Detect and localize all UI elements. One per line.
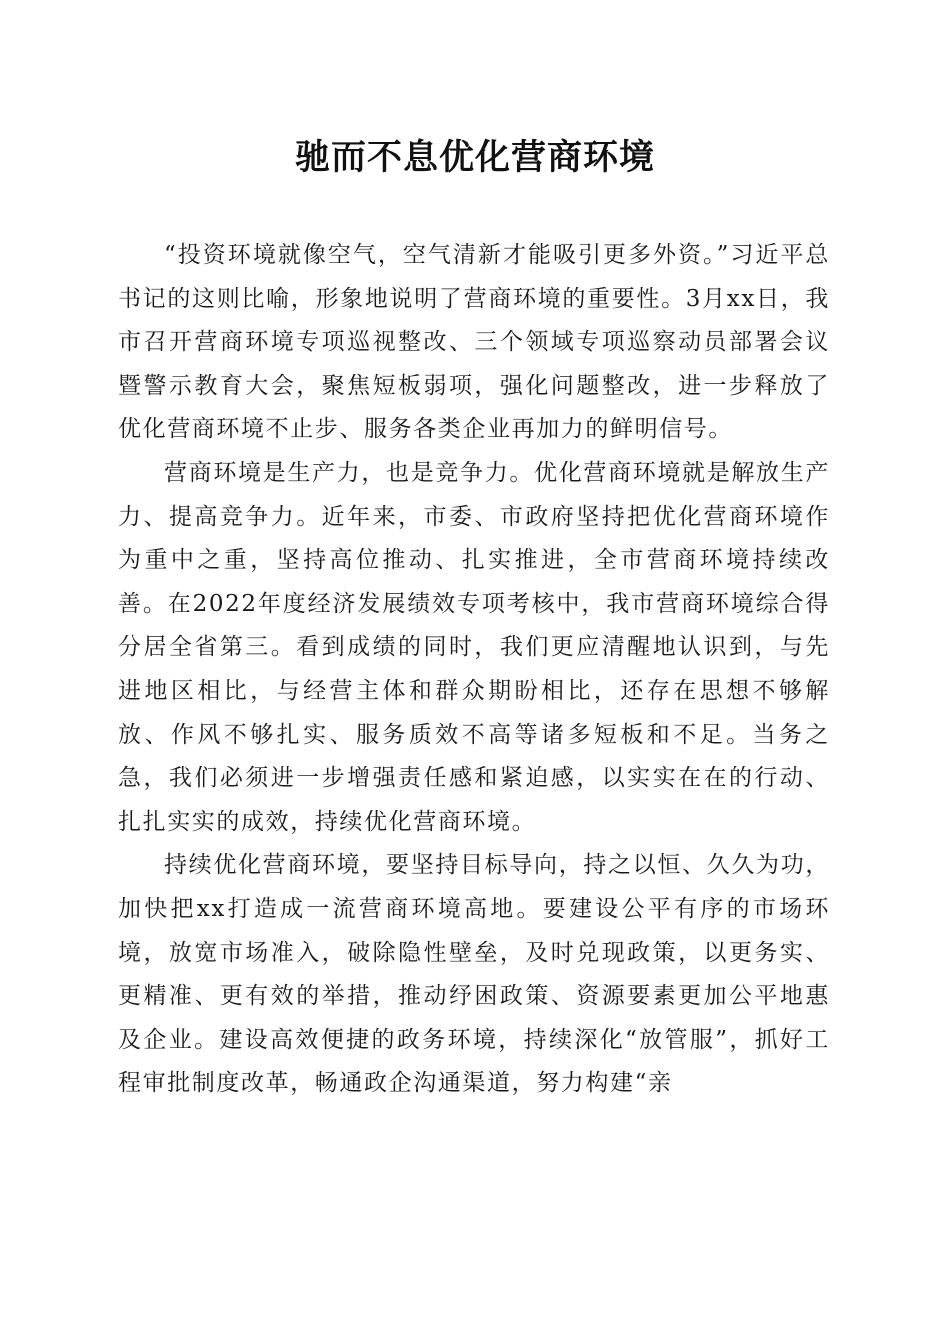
paragraph-1: “投资环境就像空气，空气清新才能吸引更多外资。”习近平总书记的这则比喻，形象地说明了营商环境的重要性。3月xx日，我市召开营商环境专项巡视整改、三个领域专项巡察动员部署会议暨警示教育大会，聚焦短板弱项，强化问题整改，进一步释放了优化营商环境不止步、服务各类企业再加力的鲜明信号。 — [118, 242, 830, 443]
document-title: 驰而不息优化营商环境 — [294, 137, 655, 178]
paragraph-2: 营商环境是生产力，也是竞争力。优化营商环境就是解放生产力、提高竞争力。近年来，市委、市政府坚持把优化营商环境作为重中之重，坚持高位推动、扎实推进，全市营商环境持续改善。在2022年度经济发展绩效专项考核中，我市营商环境综合得分居全省第三。看到成绩的同时，我们更应清醒地认识到，与先进地区相比，与经营主体和群众期盼相比，还存在思想不够解放、作风不够扎实、服务质效不高等诸多短板和不足。当务之急，我们必须进一步增强责任感和紧迫感，以实实在在的行动、扎扎实实的成效，持续优化营商环境。 — [118, 459, 830, 835]
document-body — [118, 234, 830, 1106]
paragraph-3: 持续优化营商环境，要坚持目标导向，持之以恒、久久为功，加快把xx打造成一流营商环境高地。要建设公平有序的市场环境，放宽市场准入，破除隐性壁垒，及时兑现政策，以更务实、更精准、更有效的举措，推动纾困政策、资源要素更加公平地惠及企业。建设高效便捷的政务环境，持续深化“放管服”，抓好工程审批制度改革，畅通政企沟通渠道，努力构建“亲 — [118, 852, 830, 1097]
